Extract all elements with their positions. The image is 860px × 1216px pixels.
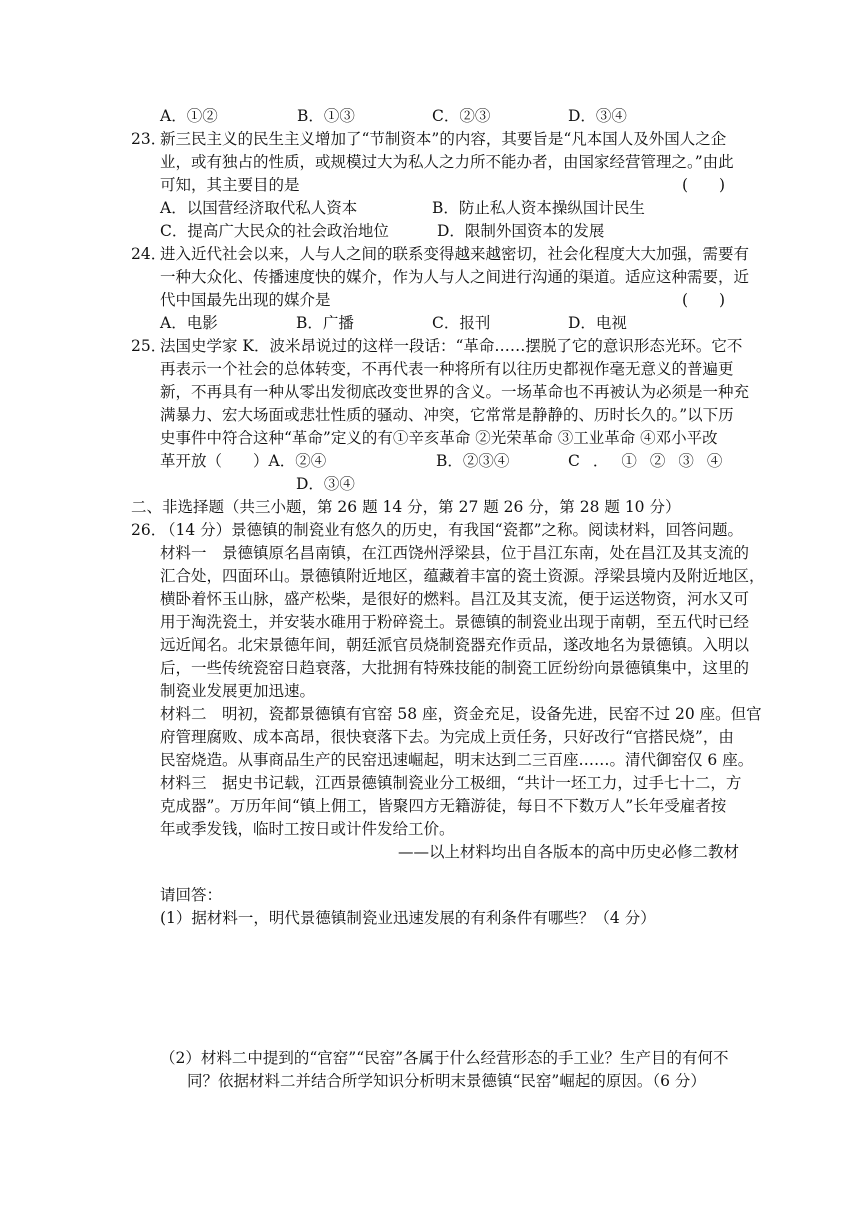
material3-line: 年或季发钱，临时工按日或计件发给工价。 <box>160 820 455 838</box>
q25-number: 25． <box>131 337 167 355</box>
please-answer-label: 请回答： <box>160 886 223 904</box>
q25-option-d: D．③④ <box>296 475 355 493</box>
sub-question-2-line: 同？依据材料二并结合所学知识分析明末景德镇“民窑”崛起的原因。（6 分） <box>187 1072 706 1090</box>
sub-question-1: (1）据材料一，明代景德镇制瓷业迅速发展的有利条件有哪些？（4 分） <box>160 909 656 927</box>
q25-text-line: 新，不再具有一种从零出发彻底改变世界的含义。一场革命也不再被认为必须是一种充 <box>160 383 750 401</box>
material1-line: 材料一 景德镇原名昌南镇，在江西饶州浮梁县，位于昌江东南，处在昌江及其支流的 <box>160 544 750 562</box>
q24-option-a: A．电影 <box>160 314 218 332</box>
q24-text-line: 一种大众化、传播速度快的媒介，作为人与人之间进行沟通的渠道。适应这种需要，近 <box>160 268 750 286</box>
section2-header: 二、非选择题（共三小题，第 26 题 14 分，第 27 题 26 分，第 28 题 10 分） <box>131 498 681 516</box>
q22-option-c: C．②③ <box>432 107 491 125</box>
q26-intro: （14 分）景德镇的制瓷业有悠久的历史，有我国“瓷都”之称。阅读材料，回答问题。 <box>160 521 744 539</box>
material3-line: 克成器”。万历年间“镇上佣工，皆聚四方无籍游徒，每日不下数万人”长年受雇者按 <box>160 797 727 815</box>
q24-option-c: C．报刊 <box>432 314 491 332</box>
q24-text-line: 代中国最先出现的媒介是 <box>160 291 331 309</box>
material1-line: 后，一些传统瓷窑日趋衰落，大批拥有特殊技能的制瓷工匠纷纷向景德镇集中，这里的 <box>160 659 750 677</box>
q25-last-line-option-a: 革开放（ ）A．②④ <box>160 452 327 470</box>
q23-number: 23． <box>131 130 167 148</box>
material2-line: 材料二 明初，瓷都景德镇有官窑 58 座，资金充足，设备先进，民窑不过 20 座。但官 <box>160 705 762 723</box>
q25-text-line: 再表示一个社会的总体转变，不再代表一种将所有以往历史都视作毫无意义的普遍更 <box>160 360 734 378</box>
q22-option-d: D．③④ <box>568 107 627 125</box>
material2-line: 民窑烧造。从事商品生产的民窑迅速崛起，明末达到二三百座……。清代御窑仅 6 座。 <box>160 751 754 769</box>
material2-line: 府管理腐败、成本高昂，很快衰落下去。为完成上贡任务，只好改行“官搭民烧”，由 <box>160 728 734 746</box>
q25-text-line: 满暴力、宏大场面或悲壮性质的骚动、冲突，它常常是静静的、历时长久的。”以下历 <box>160 406 734 424</box>
q22-option-a: A．①② <box>160 107 218 125</box>
q23-text-line: 新三民主义的民生主义增加了“节制资本”的内容，其要旨是“凡本国人及外国人之企 <box>160 130 727 148</box>
sub-question-2-line: （2）材料二中提到的“官窑”“民窑”各属于什么经营形态的手工业？生产目的有何不 <box>160 1049 729 1067</box>
material1-line: 横卧着怀玉山脉，盛产松柴，是很好的燃料。昌江及其支流，便于运送物资，河水又可 <box>160 590 750 608</box>
q23-text-line: 业，或有独占的性质，或规模过大为私人之力所不能办者，由国家经营管理之。”由此 <box>160 153 734 171</box>
q25-option-c: C．①②③④ <box>568 452 736 470</box>
q23-text-line: 可知，其主要目的是 <box>160 176 300 194</box>
material3-line: 材料三 据史书记载，江西景德镇制瓷业分工极细，“共计一坯工力，过手七十二，方 <box>160 774 742 792</box>
q25-option-b: B．②③④ <box>436 452 510 470</box>
q25-text-line: 史事件中符合这种“革命”定义的有①辛亥革命 ②光荣革命 ③工业革命 ④邓小平改 <box>160 429 718 447</box>
material1-line: 制瓷业发展更加迅速。 <box>160 682 316 700</box>
q24-option-b: B．广播 <box>296 314 354 332</box>
q23-option-a: A．以国营经济取代私人资本 <box>160 199 358 217</box>
material1-line: 汇合处，四面环山。景德镇附近地区，蕴藏着丰富的瓷土资源。浮梁县境内及附近地区， <box>160 567 765 585</box>
q24-text-line: 进入近代社会以来，人与人之间的联系变得越来越密切，社会化程度大大加强，需要有 <box>160 245 750 263</box>
q23-option-b: B．防止私人资本操纵国计民生 <box>432 199 645 217</box>
q24-number: 24． <box>131 245 167 263</box>
q24-option-d: D．电视 <box>568 314 627 332</box>
material1-line: 用于淘洗瓷土，并安装水碓用于粉碎瓷土。景德镇的制瓷业出现于南朝，至五代时已经 <box>160 613 750 631</box>
q22-option-b: B．①③ <box>297 107 355 125</box>
material1-line: 远近闻名。北宋景德年间，朝廷派官员烧制瓷器充作贡品，遂改地名为景德镇。入明以 <box>160 636 750 654</box>
q24-answer-paren: ( ) <box>682 291 726 309</box>
q23-answer-paren: ( ) <box>682 176 726 194</box>
q25-text-line: 法国史学家 K．波米昂说过的这样一段话：“革命……摆脱了它的意识形态光环。它不 <box>160 337 743 355</box>
q26-number: 26． <box>131 521 167 539</box>
q23-option-d: D．限制外国资本的发展 <box>437 222 605 240</box>
material-source: ——以上材料均出自各版本的高中历史必修二教材 <box>398 843 740 861</box>
q23-option-c: C．提高广大民众的社会政治地位 <box>160 222 389 240</box>
